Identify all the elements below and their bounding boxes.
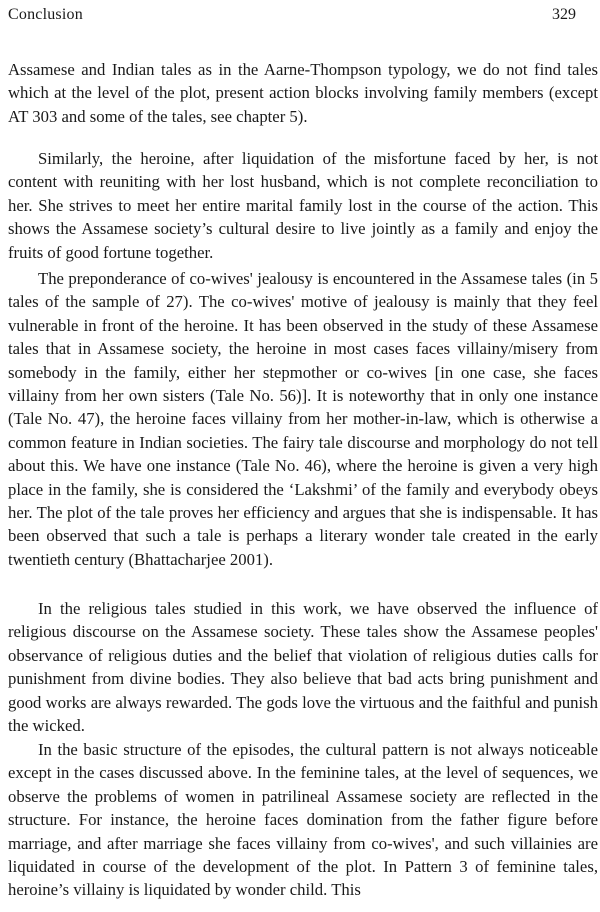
paragraph-1-text: Assamese and Indian tales as in the Aarne-Thompson typology, we do not find tales which at the level of the plot, present action blocks involving family members (except AT 303 and some of the tales, see chapter 5). <box>8 60 598 126</box>
paragraph-2 <box>8 147 598 264</box>
paragraph-5-text: In the basic structure of the episodes, the cultural pattern is not always noticeable except in the cases discussed above. In the feminine tales, at the level of sequences, we observe the problems of women in patrilineal Assamese society are reflected in the structure. For instance, the heroine faces domination from the father figure before marriage, and after marriage she faces villainy from co-wives', and such villainies are liquidated in course of the development of the plot. In Pattern 3 of feminine tales, heroine’s villainy is liquidated by wonder child. This <box>8 740 598 900</box>
paragraph-3-text: The preponderance of co-wives' jealousy is encountered in the Assamese tales (in 5 tales of the sample of 27). The co-wives' motive of jealousy is mainly that they feel vulnerable in front of the heroine. It has been observed in the study of these Assamese tales that in Assamese society, the heroine in most cases faces villainy/misery from somebody in the family, either her stepmother or co-wives [in one case, she faces villainy from her own sisters (Tale No. 56)]. It is noteworthy that in only one instance (Tale No. 47), the heroine faces villainy from her mother-in-law, which is otherwise a common feature in Indian societies. The fairy tale discourse and morphology do not tell about this. We have one instance (Tale No. 46), where the heroine is given a very high place in the family, she is considered the ‘Lakshmi’ of the family and everybody obeys her. The plot of the tale proves her efficiency and argues that she is indispensable. It has been observed that such a tale is perhaps a literary wonder tale created in the early twentieth century (Bhattacharjee 2001). <box>8 269 598 569</box>
paragraph-3 <box>8 267 598 571</box>
paragraph-5 <box>8 738 598 902</box>
paragraph-2-text: Similarly, the heroine, after liquidation of the misfortune faced by her, is not content with reuniting with her lost husband, which is not complete reconciliation to her. She strives to meet her entire marital family lost in the course of the action. This shows the Assamese society’s cultural desire to live jointly as a family and enjoy the fruits of good fortune together. <box>8 149 598 262</box>
paragraph-4-text: In the religious tales studied in this work, we have observed the influence of religious discourse on the Assamese society. These tales show the Assamese peoples' observance of religious duties and the belief that violation of religious duties calls for punishment from divine bodies. They also believe that bad acts bring punishment and good works are always rewarded. The gods love the virtuous and the faithful and punish the wicked. <box>8 599 598 736</box>
paragraph-1 <box>8 58 598 128</box>
running-header <box>8 6 576 26</box>
paragraph-4 <box>8 597 598 737</box>
page-number: 329 <box>552 6 576 23</box>
section-title: Conclusion <box>8 6 83 23</box>
